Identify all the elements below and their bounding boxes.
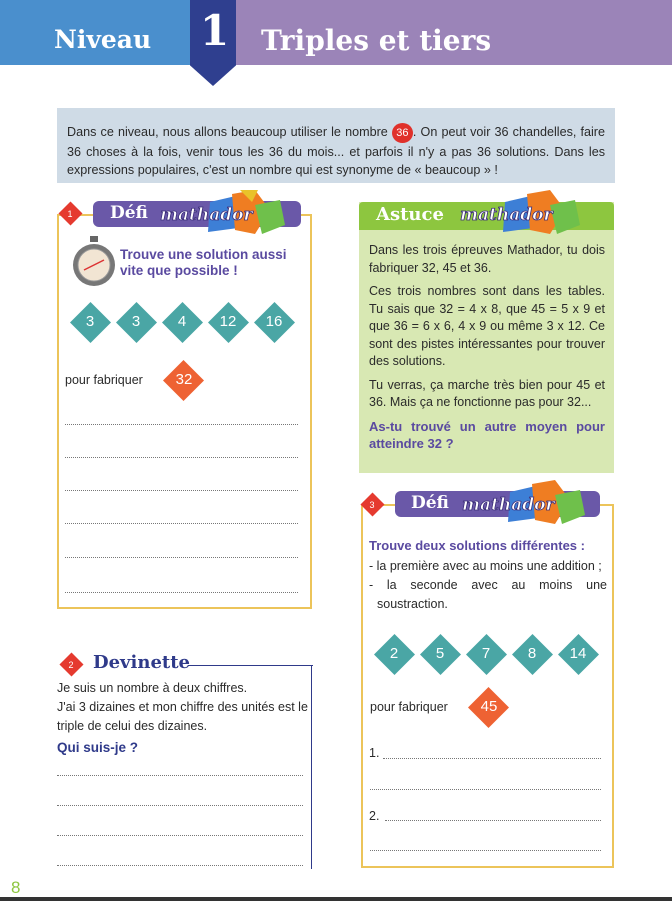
- number-tile: 3: [131, 313, 141, 330]
- number-tile: 16: [265, 313, 283, 330]
- defi3-instruction: Trouve deux solutions différentes :: [369, 538, 585, 553]
- mathador-logo: mathador: [460, 205, 553, 225]
- astuce-paragraph: Dans les trois épreuves Mathador, tu dois fabriquer 32, 45 et 36.: [369, 243, 605, 275]
- page-bottom-rule: [0, 897, 672, 901]
- number-tile: 4: [177, 313, 187, 330]
- astuce-paragraph: Ces trois nombres sont dans les tables. Tu sais que 32 = 4 x 8, que 45 = 5 x 9 et que 36 = 6 x 6, 4 x 9 ou même 3 x 12. Ce sont des pistes intéressantes pour trouver des solutions.: [369, 284, 605, 368]
- level-number: 1: [200, 6, 230, 55]
- level-label: Niveau: [54, 25, 152, 54]
- astuce-question: As-tu trouvé un autre moyen pour atteindre 32 ?: [369, 418, 605, 451]
- number-tile: 2: [389, 645, 399, 662]
- number-tile: 3: [85, 313, 95, 330]
- astuce-body: [369, 242, 605, 453]
- answer-label-2: 2.: [369, 809, 380, 823]
- devinette-line: J'ai 3 dizaines et mon chiffre des unités est le triple de celui des dizaines.: [57, 700, 308, 733]
- defi3-list-item: - la première avec au moins une addition ;: [369, 559, 602, 573]
- defi3-list-item: - la seconde avec au moins une soustraction.: [369, 578, 607, 611]
- number-tile: 7: [481, 645, 491, 662]
- devinette-line: Je suis un nombre à deux chiffres.: [57, 681, 248, 695]
- answer-line[interactable]: [370, 789, 601, 790]
- intro-box: [57, 108, 615, 183]
- answer-line[interactable]: [65, 490, 298, 491]
- number-tile: 14: [569, 645, 587, 662]
- answer-label-1: 1.: [369, 746, 380, 760]
- answer-line[interactable]: [65, 557, 298, 558]
- answer-line[interactable]: [385, 820, 601, 821]
- answer-line[interactable]: [57, 805, 303, 806]
- defi1-target: 32: [175, 371, 193, 388]
- number-tile: 12: [219, 313, 237, 330]
- number-tile: 8: [527, 645, 537, 662]
- intro-text-cont: . On peut voir 36 chandelles, faire 36 choses à la fois, venir tous les 36 du mois... et parfois il n'y a pas 36 solutions. Dans les expressions populaires, c'est un nombre qui est synonyme de « beaucoup » !: [67, 125, 605, 177]
- devinette-title: Devinette: [93, 652, 190, 673]
- answer-line[interactable]: [65, 592, 298, 593]
- page-title: Triples et tiers: [261, 24, 492, 57]
- answer-line[interactable]: [65, 424, 298, 425]
- defi1-title: Défi: [110, 203, 148, 223]
- devinette-text: [57, 679, 309, 736]
- devinette-rule-vertical: [311, 665, 312, 869]
- defi3-title: Défi: [411, 493, 449, 513]
- mathador-logo: mathador: [160, 205, 253, 225]
- answer-line[interactable]: [57, 775, 303, 776]
- devinette-question: Qui suis-je ?: [57, 740, 139, 755]
- answer-line[interactable]: [57, 835, 303, 836]
- astuce-title: Astuce: [376, 204, 444, 225]
- answer-line[interactable]: [370, 850, 601, 851]
- number-badge: 36: [392, 123, 413, 143]
- devinette-number: 2: [68, 660, 74, 670]
- astuce-paragraph: Tu verras, ça marche très bien pour 45 et 36. Mais ça ne fonctionne pas pour 32...: [369, 377, 605, 409]
- defi3-number: 3: [369, 500, 375, 510]
- devinette-rule: [188, 665, 313, 666]
- defi1-target-label: pour fabriquer: [65, 373, 143, 387]
- stopwatch-icon: [70, 236, 118, 288]
- defi3-target: 45: [480, 698, 498, 715]
- answer-line[interactable]: [65, 523, 298, 524]
- number-tile: 5: [435, 645, 445, 662]
- intro-text: Dans ce niveau, nous allons beaucoup utiliser le nombre: [67, 125, 392, 139]
- page-number: 8: [11, 878, 21, 897]
- defi3-target-label: pour fabriquer: [370, 700, 448, 714]
- defi1-number: 1: [67, 209, 73, 219]
- defi3-list: [369, 557, 607, 614]
- answer-line[interactable]: [57, 865, 303, 866]
- defi1-instruction: Trouve une solution aussi vite que possible !: [120, 247, 287, 278]
- answer-line[interactable]: [65, 457, 298, 458]
- answer-line[interactable]: [383, 758, 601, 759]
- mathador-logo: mathador: [462, 495, 555, 515]
